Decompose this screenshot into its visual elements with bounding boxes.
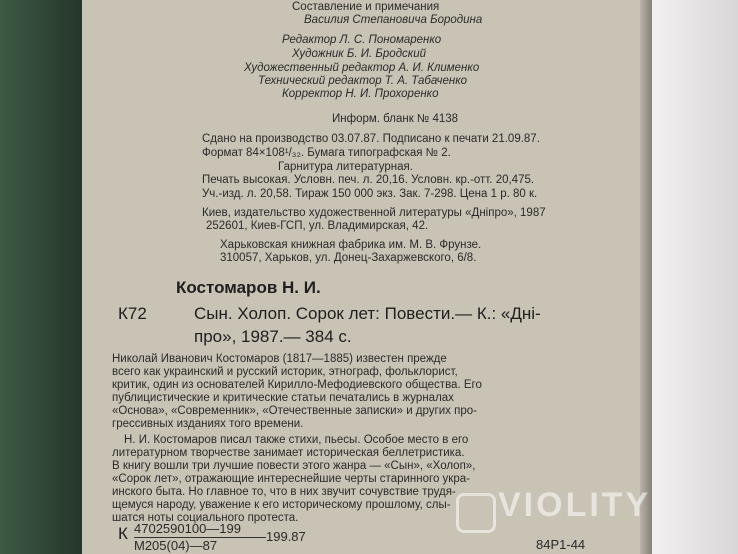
catalog-k-letter: К: [118, 524, 128, 543]
imprint-line3: Гарнитура литературная.: [278, 161, 413, 173]
credits-tech-editor: Технический редактор Т. А. Табаченко: [258, 75, 468, 87]
abstract-line: «Сорок лет», отражающие интереснейшие черты старинного укра-: [112, 473, 470, 485]
catalog-author: Костомаров Н. И.: [176, 278, 321, 297]
credits-compiled: Составление и примечания: [292, 1, 440, 13]
credits-compiled-by: Василия Степановича Бородина: [304, 14, 483, 26]
catalog-title-line1: Сын. Холоп. Сорок лет: Повести.— К.: «Дні-: [194, 304, 541, 323]
abstract-line: шатся ноты социального протеста.: [112, 512, 299, 524]
catalog-code: К72: [118, 304, 147, 323]
imprint-print1: Харьковская книжная фабрика им. М. В. Фрунзе.: [220, 239, 482, 251]
imprint-line4: Печать высокая. Условн. печ. л. 20,16. Условн. кр.-отт. 20,475.: [202, 174, 535, 186]
abstract-line: Николай Иванович Костомаров (1817—1885) известен прежде: [112, 353, 447, 365]
credits-art-editor: Художественный редактор А. И. Клименко: [244, 62, 480, 74]
book-page: [82, 0, 642, 554]
imprint-blank: Информ. бланк № 4138: [332, 113, 459, 125]
background-right: [652, 0, 738, 554]
imprint-line2: Формат 84×108¹/₃₂. Бумага типографская № 2.: [202, 147, 451, 159]
abstract-line: публицистические и критические статьи печатались в журналах: [112, 392, 454, 404]
abstract-line: грессивных изданиях того времени.: [112, 418, 304, 430]
abstract-line: щемуся народу, уважение к его историческому прошлому, слы-: [112, 499, 451, 511]
imprint-pub1: Киев, издательство художественной литературы «Дніпро», 1987: [202, 207, 546, 219]
abstract-line: литературном творчестве занимает историческая беллетристика.: [112, 447, 465, 459]
catalog-title-line2: про», 1987.— 384 с.: [194, 327, 352, 346]
catalog-formula-number: 199.87: [266, 529, 306, 544]
abstract-line: всего как украинский и русский историк, этнограф, фольклорист,: [112, 366, 458, 378]
abstract-line: «Основа», «Современник», «Отечественные записки» и других про-: [112, 405, 477, 417]
imprint-line1: Сдано на производство 03.07.87. Подписано к печати 21.09.87.: [202, 133, 540, 145]
imprint-line5: Уч.-изд. л. 20,58. Тираж 150 000 экз. Зак. 7-298. Цена 1 р. 80 к.: [202, 188, 538, 200]
credits-artist: Художник Б. И. Бродский: [292, 48, 427, 60]
imprint-pub2: 252601, Киев-ГСП, ул. Владимирская, 42.: [206, 220, 429, 232]
abstract-line: Н. И. Костомаров писал также стихи, пьесы. Особое место в его: [124, 434, 469, 446]
catalog-formula-top: 4702590100—199: [134, 521, 241, 536]
abstract-line: В книгу вошли три лучшие повести этого жанра — «Сын», «Холоп»,: [112, 460, 476, 472]
abstract-line: критик, один из основателей Кирилло-Мефодиевского общества. Его: [112, 379, 482, 391]
catalog-formula-bottom: М205(04)—87: [134, 538, 218, 553]
background-left: [0, 0, 88, 554]
watermark-text: VIOLITY: [498, 486, 652, 524]
credits-proofreader: Корректор Н. И. Прохоренко: [282, 88, 439, 100]
credits-editor: Редактор Л. С. Пономаренко: [282, 34, 442, 46]
catalog-classification: 84Р1-44: [536, 537, 586, 552]
watermark-logo-icon: [456, 493, 496, 533]
abstract-line: инского быта. Но главное то, что в них звучит сочувствие трудя-: [112, 486, 456, 498]
imprint-print2: 310057, Харьков, ул. Донец-Захаржевского, 6/8.: [220, 252, 477, 264]
